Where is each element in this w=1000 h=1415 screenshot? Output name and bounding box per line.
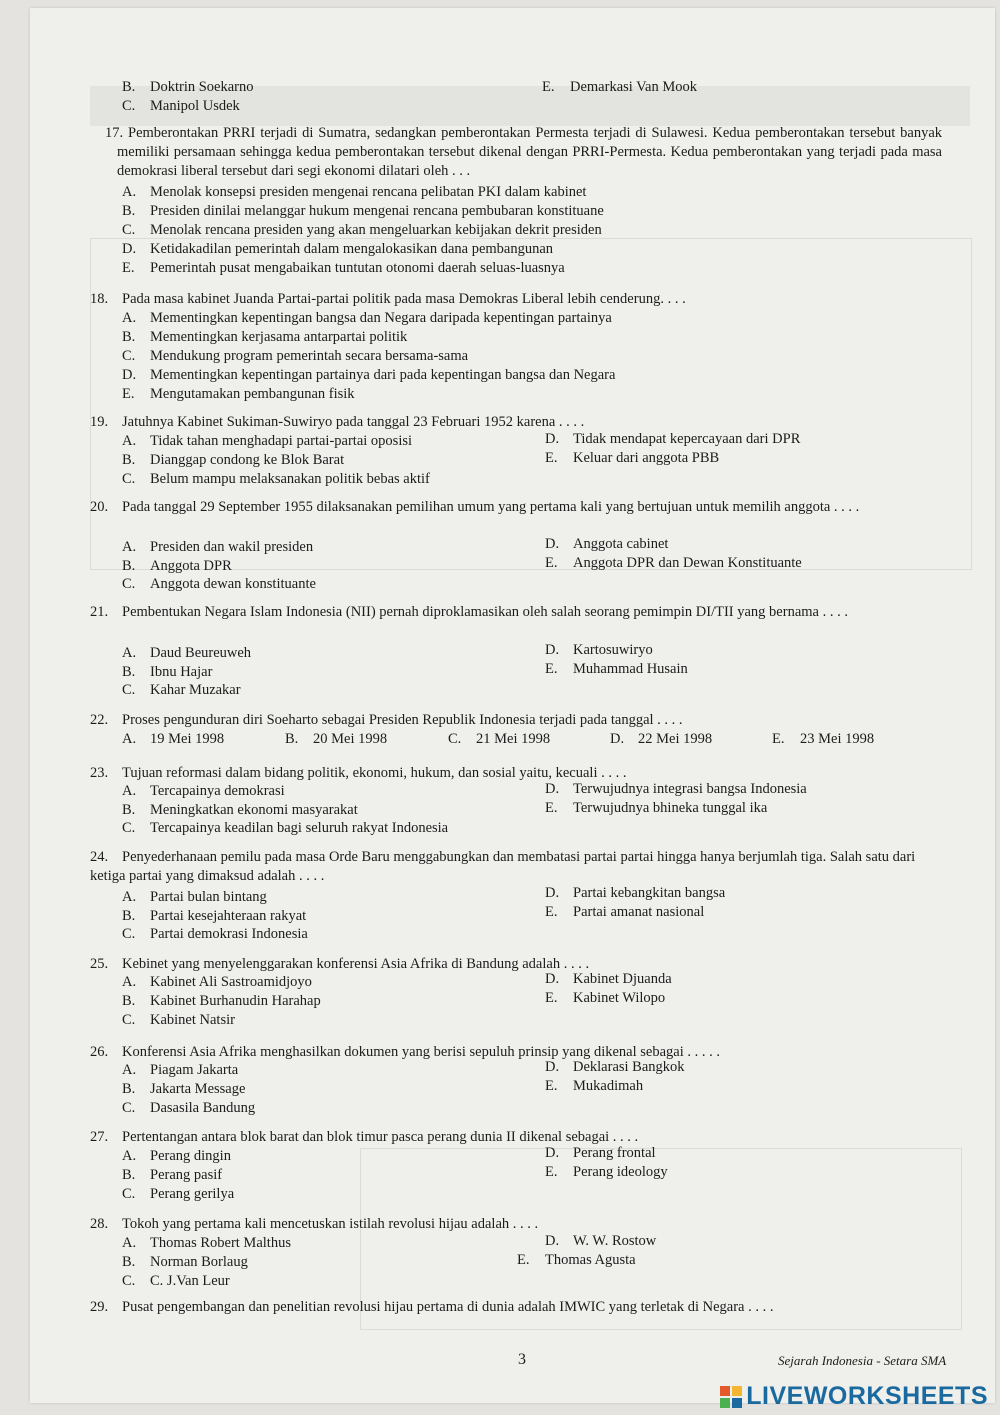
option-21-d[interactable]: D. Kartosuwiryo bbox=[545, 642, 653, 658]
question-stem: 24. Penyederhanaan pemilu pada masa Orde Baru menggabungkan dan membatasi partai partai hingga hanya berjumlah tiga. Salah satu dari ketiga partai yang dimaksud adalah . . . . bbox=[90, 849, 916, 884]
question-number: 17. bbox=[105, 125, 124, 141]
liveworksheets-icon bbox=[720, 1386, 742, 1408]
option-23-d[interactable]: D. Terwujudnya integrasi bangsa Indonesia bbox=[545, 781, 807, 797]
option-22-a[interactable]: A. 19 Mei 1998 bbox=[122, 731, 225, 747]
option-28-e[interactable]: E. Thomas Agusta bbox=[517, 1252, 636, 1268]
option-letter: C. bbox=[122, 98, 136, 114]
option-text: Doktrin Soekarno bbox=[150, 79, 254, 95]
option-26-d[interactable]: D. Deklarasi Bangkok bbox=[545, 1059, 685, 1075]
option-24-e[interactable]: E. Partai amanat nasional bbox=[545, 904, 705, 920]
option-21-b[interactable]: B. Ibnu Hajar bbox=[122, 664, 213, 680]
question-stem: 29. Pusat pengembangan dan penelitian revolusi hijau pertama di dunia adalah IMWIC yang terletak di Negara . . . . bbox=[90, 1299, 774, 1315]
option-18-d[interactable]: D. Mementingkan kepentingan partainya dari pada kepentingan bangsa dan Negara bbox=[122, 367, 616, 383]
option-23-e[interactable]: E. Terwujudnya bhineka tunggal ika bbox=[545, 800, 768, 816]
question-stem: 25. Kebinet yang menyelenggarakan konferensi Asia Afrika di Bandung adalah . . . . bbox=[90, 956, 590, 972]
option-26-c[interactable]: C. Dasasila Bandung bbox=[122, 1100, 256, 1116]
option-16-e[interactable] bbox=[542, 78, 697, 97]
liveworksheets-logo bbox=[720, 1382, 988, 1411]
option-21-a[interactable]: A. Daud Beureuweh bbox=[122, 645, 252, 661]
question-stem: 19. Jatuhnya Kabinet Sukiman-Suwiryo pada tanggal 23 Februari 1952 karena . . . . bbox=[90, 414, 585, 430]
option-28-b[interactable]: B. Norman Borlaug bbox=[122, 1254, 248, 1270]
option-26-e[interactable]: E. Mukadimah bbox=[545, 1078, 644, 1094]
option-25-a[interactable]: A. Kabinet Ali Sastroamidjoyo bbox=[122, 974, 312, 990]
option-23-c[interactable]: C. Tercapainya keadilan bagi seluruh rakyat Indonesia bbox=[122, 820, 449, 836]
option-20-a[interactable]: A. Presiden dan wakil presiden bbox=[122, 539, 314, 555]
liveworksheets-brand: LIVEWORKSHEETS bbox=[746, 1382, 988, 1410]
option-25-c[interactable]: C. Kabinet Natsir bbox=[122, 1012, 235, 1028]
option-20-e[interactable]: E. Anggota DPR dan Dewan Konstituante bbox=[545, 555, 802, 571]
question-stem: 18. Pada masa kabinet Juanda Partai-partai politik pada masa Demokras Liberal lebih cenderung. . . . bbox=[90, 291, 686, 307]
option-27-d[interactable]: D. Perang frontal bbox=[545, 1145, 656, 1161]
question-stem: 22. Proses pengunduran diri Soeharto sebagai Presiden Republik Indonesia terjadi pada tanggal . . . . bbox=[90, 712, 683, 728]
question-stem: 23. Tujuan reformasi dalam bidang politik, ekonomi, hukum, dan sosial yaitu, kecuali . . . . bbox=[90, 765, 627, 781]
option-27-c[interactable]: C. Perang gerilya bbox=[122, 1186, 235, 1202]
option-22-c[interactable]: C. 21 Mei 1998 bbox=[448, 731, 551, 747]
option-20-b[interactable]: B. Anggota DPR bbox=[122, 558, 232, 574]
option-25-b[interactable]: B. Kabinet Burhanudin Harahap bbox=[122, 993, 321, 1009]
option-26-a[interactable]: A. Piagam Jakarta bbox=[122, 1062, 239, 1078]
option-19-d[interactable]: D. Tidak mendapat kepercayaan dari DPR bbox=[545, 431, 801, 447]
option-28-d[interactable]: D. W. W. Rostow bbox=[545, 1233, 657, 1249]
option-text: Manipol Usdek bbox=[150, 98, 240, 114]
option-text: Demarkasi Van Mook bbox=[570, 79, 697, 95]
option-19-b[interactable]: B. Dianggap condong ke Blok Barat bbox=[122, 452, 345, 468]
option-23-a[interactable]: A. Tercapainya demokrasi bbox=[122, 783, 285, 799]
option-24-d[interactable]: D. Partai kebangkitan bangsa bbox=[545, 885, 726, 901]
question-stem: 26. Konferensi Asia Afrika menghasilkan dokumen yang berisi sepuluh prinsip yang dikenal sebagai . . . . . bbox=[90, 1044, 720, 1060]
question-stem: 21. Pembentukan Negara Islam Indonesia (NII) pernah diproklamasikan oleh salah seorang pemimpin DI/TII yang bernama . . . . bbox=[90, 604, 848, 620]
option-17-c[interactable]: C. Menolak rencana presiden yang akan mengeluarkan kebijakan dekrit presiden bbox=[122, 222, 602, 238]
option-27-a[interactable]: A. Perang dingin bbox=[122, 1148, 231, 1164]
option-28-a[interactable]: A. Thomas Robert Malthus bbox=[122, 1235, 291, 1251]
question-stem: 28. Tokoh yang pertama kali mencetuskan istilah revolusi hijau adalah . . . . bbox=[90, 1216, 539, 1232]
option-17-a[interactable]: A. Menolak konsepsi presiden mengenai rencana pelibatan PKI dalam kabinet bbox=[122, 184, 587, 200]
question-stem: 20. Pada tanggal 29 September 1955 dilaksanakan pemilihan umum yang pertama kali yang bertujuan untuk memilih anggota . . . . bbox=[90, 499, 860, 515]
option-25-d[interactable]: D. Kabinet Djuanda bbox=[545, 971, 672, 987]
option-23-b[interactable]: B. Meningkatkan ekonomi masyarakat bbox=[122, 802, 358, 818]
option-24-c[interactable]: C. Partai demokrasi Indonesia bbox=[122, 926, 308, 942]
option-22-b[interactable]: B. 20 Mei 1998 bbox=[285, 731, 388, 747]
option-20-c[interactable]: C. Anggota dewan konstituante bbox=[122, 576, 316, 592]
question-16-tail bbox=[122, 78, 942, 118]
question-text: Pemberontakan PRRI terjadi di Sumatra, sedangkan pemberontakan Permesta terjadi di Sulawesi. Kedua pemberontakan tersebut banyak memiliki persamaan sehingga kedua pemberontakan tersebut dikenal dengan PRRI-Permesta. Kedua pemberontakan yang terjadi pada masa demokrasi liberal tersebut dari segi ekonomi dilatari oleh . . . bbox=[117, 125, 943, 179]
option-27-e[interactable]: E. Perang ideology bbox=[545, 1164, 668, 1180]
option-18-c[interactable]: C. Mendukung program pemerintah secara bersama-sama bbox=[122, 348, 469, 364]
option-22-e[interactable]: E. 23 Mei 1998 bbox=[772, 731, 875, 747]
option-26-b[interactable]: B. Jakarta Message bbox=[122, 1081, 246, 1097]
option-19-c[interactable]: C. Belum mampu melaksanakan politik bebas aktif bbox=[122, 471, 430, 487]
option-27-b[interactable]: B. Perang pasif bbox=[122, 1167, 223, 1183]
option-16-c[interactable] bbox=[122, 97, 240, 116]
option-letter: B. bbox=[122, 79, 136, 95]
option-24-a[interactable]: A. Partai bulan bintang bbox=[122, 889, 267, 905]
option-22-d[interactable]: D. 22 Mei 1998 bbox=[610, 731, 713, 747]
option-letter: E. bbox=[542, 79, 555, 95]
option-19-a[interactable]: A. Tidak tahan menghadapi partai-partai oposisi bbox=[122, 433, 413, 449]
option-28-c[interactable]: C. C. J.Van Leur bbox=[122, 1273, 230, 1289]
option-21-c[interactable]: C. Kahar Muzakar bbox=[122, 682, 241, 698]
option-16-b[interactable] bbox=[122, 78, 254, 97]
option-20-d[interactable]: D. Anggota cabinet bbox=[545, 536, 669, 552]
option-18-e[interactable]: E. Mengutamakan pembangunan fisik bbox=[122, 386, 355, 402]
option-17-b[interactable]: B. Presiden dinilai melanggar hukum mengenai rencana pembubaran konstituane bbox=[122, 203, 604, 219]
option-18-a[interactable]: A. Mementingkan kepentingan bangsa dan Negara daripada kepentingan partainya bbox=[122, 310, 612, 326]
option-21-e[interactable]: E. Muhammad Husain bbox=[545, 661, 688, 677]
question-stem: 27. Pertentangan antara blok barat dan blok timur pasca perang dunia II dikenal sebagai . . . . bbox=[90, 1129, 639, 1145]
option-19-e[interactable]: E. Keluar dari anggota PBB bbox=[545, 450, 720, 466]
page-number: 3 bbox=[518, 1351, 526, 1368]
option-17-d[interactable]: D. Ketidakadilan pemerintah dalam mengalokasikan dana pembangunan bbox=[122, 241, 554, 257]
option-24-b[interactable]: B. Partai kesejahteraan rakyat bbox=[122, 908, 307, 924]
option-25-e[interactable]: E. Kabinet Wilopo bbox=[545, 990, 666, 1006]
bleed-through-table bbox=[90, 238, 972, 570]
option-18-b[interactable]: B. Mementingkan kerjasama antarpartai politik bbox=[122, 329, 408, 345]
footer-subject: Sejarah Indonesia - Setara SMA bbox=[778, 1353, 947, 1368]
option-17-e[interactable]: E. Pemerintah pusat mengabaikan tuntutan otonomi daerah seluas-luasnya bbox=[122, 260, 565, 276]
